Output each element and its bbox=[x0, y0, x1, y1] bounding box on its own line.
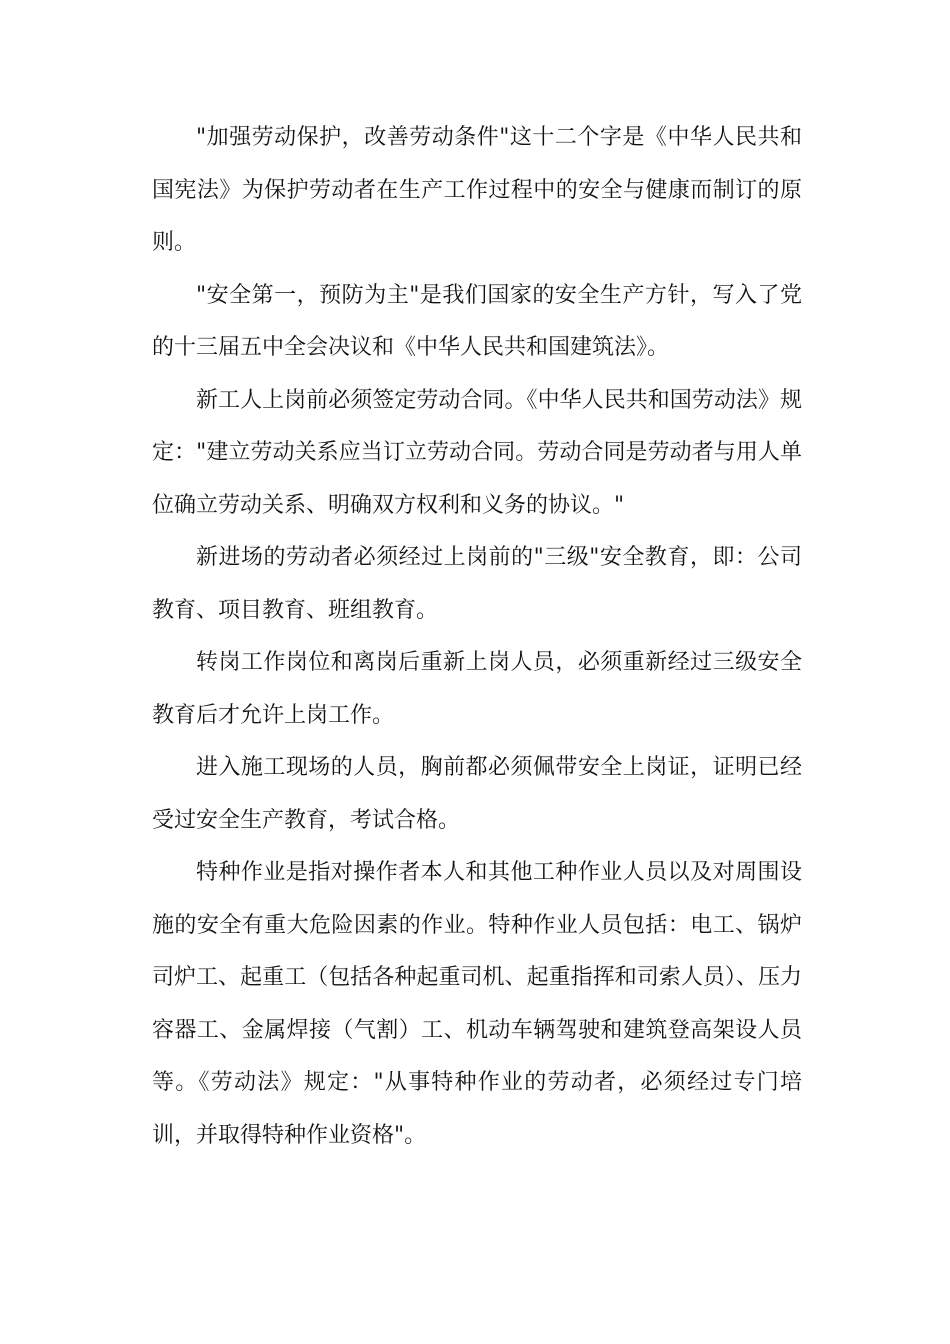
paragraph-safety-first: "安全第一，预防为主"是我们国家的安全生产方针，写入了党的十三届五中全会决议和《中华人民共和国建筑法》。 bbox=[152, 282, 802, 360]
paragraph-three-level-education: 新进场的劳动者必须经过上岗前的"三级"安全教育，即：公司教育、项目教育、班组教育。 bbox=[152, 545, 802, 623]
paragraph-job-transfer: 转岗工作岗位和离岗后重新上岗人员，必须重新经过三级安全教育后才允许上岗工作。 bbox=[152, 650, 802, 728]
paragraph-labor-contract: 新工人上岗前必须签定劳动合同。《中华人民共和国劳动法》规定："建立劳动关系应当订立劳动合同。劳动合同是劳动者与用人单位确立劳动关系、明确双方权利和义务的协议。" bbox=[152, 387, 802, 518]
paragraph-labor-protection: "加强劳动保护，改善劳动条件"这十二个字是《中华人民共和国宪法》为保护劳动者在生产工作过程中的安全与健康而制订的原则。 bbox=[152, 125, 802, 255]
paragraph-site-permit: 进入施工现场的人员，胸前都必须佩带安全上岗证，证明已经受过安全生产教育，考试合格。 bbox=[152, 755, 802, 833]
paragraph-special-operations: 特种作业是指对操作者本人和其他工种作业人员以及对周围设施的安全有重大危险因素的作业。特种作业人员包括：电工、锅炉司炉工、起重工（包括各种起重司机、起重指挥和司索人员）、压力容器工、金属焊接（气割）工、机动车辆驾驶和建筑登高架设人员等。《劳动法》规定："从事特种作业的劳动者，必须经过专门培训，并取得特种作业资格"。 bbox=[152, 860, 802, 1148]
document-body bbox=[152, 112, 802, 1162]
